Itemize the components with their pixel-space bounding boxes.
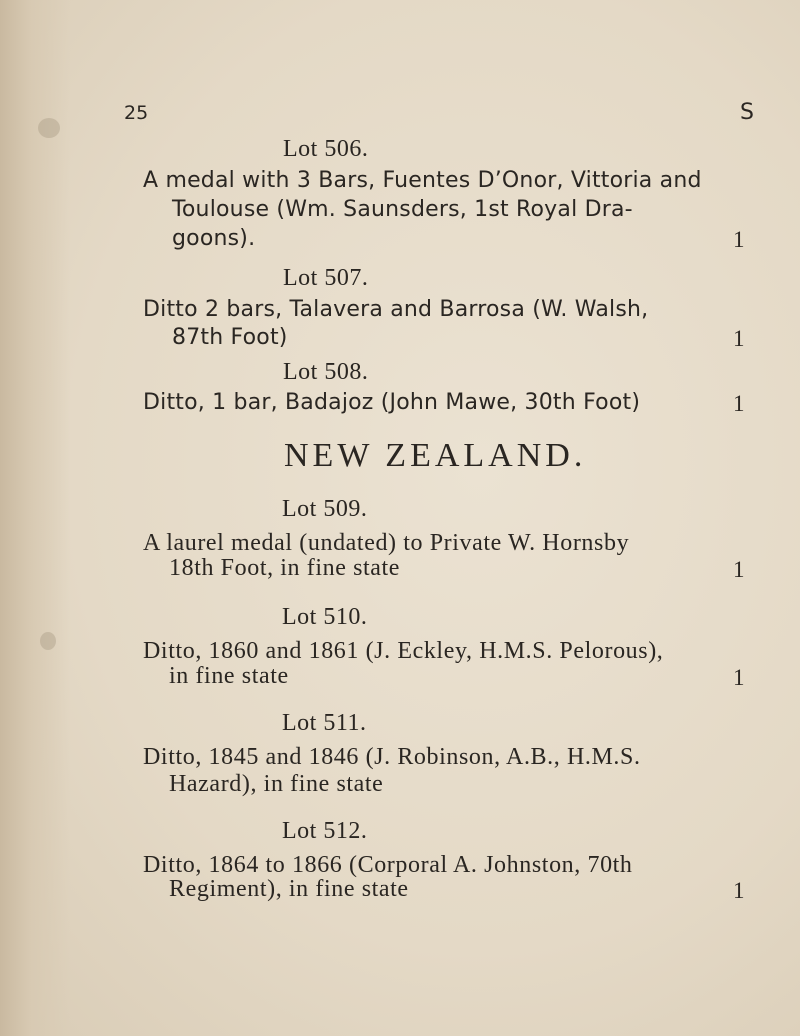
lot-512-quantity: 1 [733, 878, 745, 903]
page-edge-shadow [0, 0, 70, 1036]
lot-507-line-2: 87th Foot) [172, 325, 288, 350]
lot-511-line-2: Hazard), in fine state [169, 771, 384, 797]
lot-512-label: Lot 512. [282, 818, 368, 844]
lot-510-line-1: Ditto, 1860 and 1861 (J. Eckley, H.M.S. Pelorous), [143, 638, 664, 664]
lot-507-quantity: 1 [733, 326, 745, 351]
lot-506-line-3: goons). [172, 226, 256, 251]
lot-510-line-2: in fine state [169, 663, 289, 689]
lot-509-line-2: 18th Foot, in fine state [169, 555, 401, 581]
lot-509-quantity: 1 [733, 557, 745, 582]
lot-506-line-1: A medal with 3 Bars, Fuentes D’Onor, Vittoria and [143, 168, 702, 193]
foxing-spot [40, 632, 56, 650]
signature-mark: S [740, 100, 754, 125]
page-number: 25 [124, 102, 149, 124]
lot-511-label: Lot 511. [282, 710, 367, 736]
lot-510-label: Lot 510. [282, 604, 368, 630]
lot-509-line-1: A laurel medal (undated) to Private W. Hornsby [143, 530, 630, 556]
lot-507-label: Lot 507. [283, 265, 369, 291]
lot-508-label: Lot 508. [283, 359, 369, 385]
lot-508-quantity: 1 [733, 391, 745, 416]
lot-510-quantity: 1 [733, 665, 745, 690]
lot-506-quantity: 1 [733, 227, 745, 252]
foxing-spot [38, 118, 60, 138]
lot-506-label: Lot 506. [283, 136, 369, 162]
lot-508-line-1: Ditto, 1 bar, Badajoz (John Mawe, 30th Foot) [143, 390, 641, 415]
section-heading: NEW ZEALAND. [284, 437, 587, 474]
lot-507-line-1: Ditto 2 bars, Talavera and Barrosa (W. Walsh, [143, 297, 649, 322]
lot-511-line-1: Ditto, 1845 and 1846 (J. Robinson, A.B., H.M.S. [143, 744, 641, 770]
lot-512-line-1: Ditto, 1864 to 1866 (Corporal A. Johnston, 70th [143, 852, 633, 878]
lot-512-line-2: Regiment), in fine state [169, 876, 409, 902]
lot-506-line-2: Toulouse (Wm. Saunsders, 1st Royal Dra- [172, 197, 633, 222]
lot-509-label: Lot 509. [282, 496, 368, 522]
